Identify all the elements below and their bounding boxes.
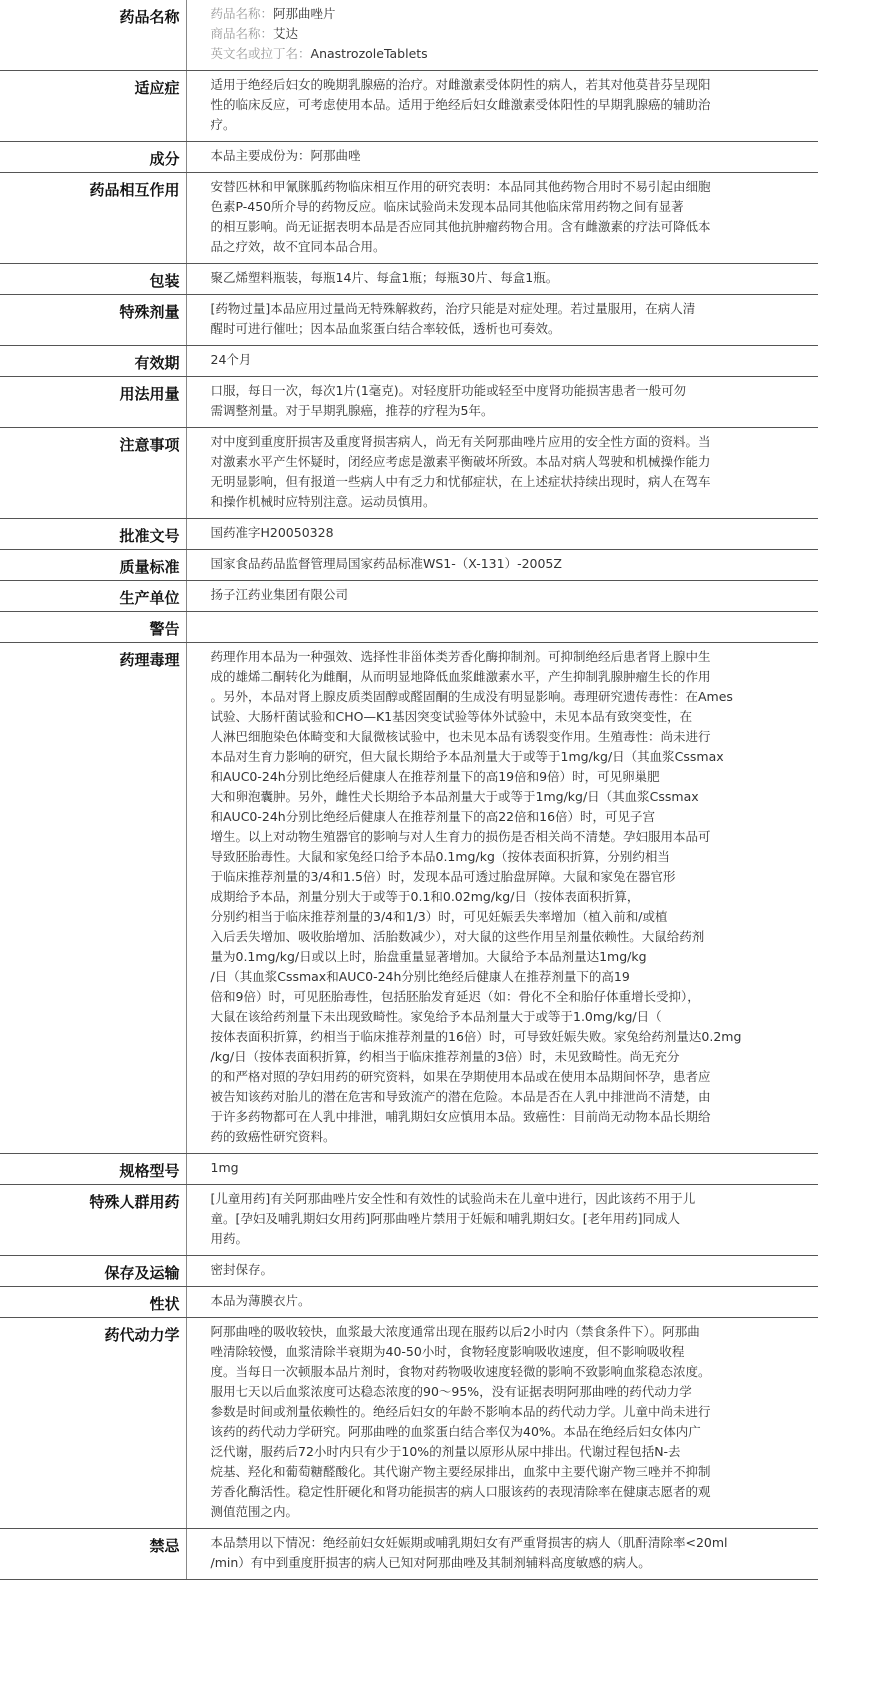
line-text: 倍和9倍）时，可见胚胎毒性，包括胚胎发育延迟（如：骨化不全和胎仔体重增长受抑）， bbox=[210, 989, 700, 1004]
line-text: 成的雄烯二酮转化为雌酮，从而明显地降低血浆雌激素水平，产生抑制乳腺肿瘤生长的作用 bbox=[210, 669, 711, 684]
row-label: 药品相互作用 bbox=[0, 173, 186, 264]
content-line bbox=[211, 827, 819, 847]
row-content bbox=[186, 581, 818, 612]
row-content bbox=[186, 264, 818, 295]
line-text: 疗。 bbox=[210, 117, 236, 132]
row-content bbox=[186, 1185, 818, 1256]
spec-row bbox=[0, 1287, 818, 1318]
row-label: 性状 bbox=[0, 1287, 186, 1318]
line-text: 于临床推荐剂量的3/4和1.5倍）时，发现本品可透过胎盘屏障。大鼠和家兔在器官形 bbox=[210, 869, 676, 884]
content-line bbox=[211, 4, 819, 24]
row-content bbox=[186, 173, 818, 264]
line-text: 大鼠在该给药剂量下未出现致畸性。家兔给予本品剂量大于或等于1.0mg/kg/日（ bbox=[210, 1009, 662, 1024]
line-text: 测值范围之内。 bbox=[210, 1504, 299, 1519]
row-content bbox=[186, 71, 818, 142]
line-text: 艾达 bbox=[273, 26, 299, 41]
content-line bbox=[211, 1362, 819, 1382]
content-line bbox=[211, 452, 819, 472]
spec-row bbox=[0, 581, 818, 612]
content-line bbox=[211, 967, 819, 987]
line-text: 24个月 bbox=[210, 352, 252, 367]
row-content bbox=[186, 550, 818, 581]
line-text: 本品为薄膜衣片。 bbox=[210, 1293, 311, 1308]
content-line bbox=[211, 1553, 819, 1573]
line-text: 无明显影响，但有报道一些病人中有乏力和忧郁症状，在上述症状持续出现时，病人在驾车 bbox=[210, 474, 711, 489]
row-label: 包装 bbox=[0, 264, 186, 295]
row-label: 用法用量 bbox=[0, 377, 186, 428]
line-text: 对激素水平产生怀疑时，闭经应考虑是激素平衡破坏所致。本品对病人驾驶和机械操作能力 bbox=[210, 454, 711, 469]
content-line bbox=[211, 1027, 819, 1047]
content-line bbox=[211, 472, 819, 492]
spec-row bbox=[0, 71, 818, 142]
content-line bbox=[211, 727, 819, 747]
content-line bbox=[211, 401, 819, 421]
line-text: 扬子江药业集团有限公司 bbox=[210, 587, 349, 602]
spec-row bbox=[0, 173, 818, 264]
content-line bbox=[211, 1209, 819, 1229]
content-line bbox=[211, 75, 819, 95]
line-text: 芳香化酶活性。稳定性肝硬化和肾功能损害的病人口服该药的表现清除率在健康志愿者的观 bbox=[210, 1484, 711, 1499]
row-label: 规格型号 bbox=[0, 1154, 186, 1185]
line-text: 品之疗效，故不宜同本品合用。 bbox=[210, 239, 386, 254]
content-line bbox=[211, 1007, 819, 1027]
row-label: 药代动力学 bbox=[0, 1318, 186, 1529]
row-label: 质量标准 bbox=[0, 550, 186, 581]
content-line bbox=[211, 907, 819, 927]
line-text: /kg/日（按体表面积折算，约相当于临床推荐剂量的3倍）时，未见致畸性。尚无充分 bbox=[210, 1049, 680, 1064]
spec-row bbox=[0, 295, 818, 346]
line-text: 被告知该药对胎儿的潜在危害和导致流产的潜在危险。本品是否在人乳中排泄尚不清楚，由 bbox=[210, 1089, 711, 1104]
line-text: 成期给予本品，剂量分别大于或等于0.1和0.02mg/kg/日（按体表面积折算， bbox=[210, 889, 640, 904]
line-text: 聚乙烯塑料瓶装，每瓶14片、每盒1瓶；每瓶30片、每盒1瓶。 bbox=[210, 270, 559, 285]
content-line bbox=[211, 767, 819, 787]
content-line bbox=[211, 947, 819, 967]
line-text: 童。[孕妇及哺乳期妇女用药]阿那曲唑片禁用于妊娠和哺乳期妇女。[老年用药]同成人 bbox=[210, 1211, 681, 1226]
content-line bbox=[211, 24, 819, 44]
line-text: 试验、大肠杆菌试验和CHO—K1基因突变试验等体外试验中，未见本品有致突变性，在 bbox=[210, 709, 693, 724]
content-line bbox=[211, 867, 819, 887]
row-content bbox=[186, 1529, 818, 1580]
row-label: 警告 bbox=[0, 612, 186, 643]
line-text: 本品主要成份为：阿那曲唑 bbox=[210, 148, 361, 163]
content-line bbox=[211, 847, 819, 867]
content-line bbox=[211, 707, 819, 727]
content-line bbox=[211, 268, 819, 288]
content-line bbox=[211, 1442, 819, 1462]
line-text: 阿那曲唑片 bbox=[273, 6, 336, 21]
line-text: 的相互影响。尚无证据表明本品是否应同其他抗肿瘤药物合用。含有雌激素的疗法可降低本 bbox=[210, 219, 711, 234]
content-line bbox=[211, 1067, 819, 1087]
line-text: /min）有中到重度肝损害的病人已知对阿那曲唑及其制剂辅料高度敏感的病人。 bbox=[210, 1555, 651, 1570]
line-text: 需调整剂量。对于早期乳腺癌，推荐的疗程为5年。 bbox=[210, 403, 494, 418]
content-line bbox=[211, 1402, 819, 1422]
line-text: 的和严格对照的孕妇用药的研究资料，如果在孕期使用本品或在使用本品期间怀孕，患者应 bbox=[210, 1069, 711, 1084]
content-line bbox=[211, 1422, 819, 1442]
line-text: 泛代谢，服药后72小时内只有少于10%的剂量以原形从尿中排出。代谢过程包括N-去 bbox=[210, 1444, 681, 1459]
row-content bbox=[186, 612, 818, 643]
content-line bbox=[211, 95, 819, 115]
content-line bbox=[211, 1189, 819, 1209]
row-label: 批准文号 bbox=[0, 519, 186, 550]
line-text: /日（其血浆Cssmax和AUC0-24h分别比绝经后健康人在推荐剂量下的高19 bbox=[210, 969, 630, 984]
content-line bbox=[211, 299, 819, 319]
line-text: 服用七天以后血浆浓度可达稳态浓度的90～95%，没有证据表明阿那曲唑的药代动力学 bbox=[210, 1384, 692, 1399]
row-label: 药品名称 bbox=[0, 0, 186, 71]
spec-row bbox=[0, 612, 818, 643]
row-content bbox=[186, 1256, 818, 1287]
content-line bbox=[211, 987, 819, 1007]
row-label: 成分 bbox=[0, 142, 186, 173]
content-line bbox=[211, 217, 819, 237]
row-content bbox=[186, 1318, 818, 1529]
line-text: 醒时可进行催吐；因本品血浆蛋白结合率较低，透析也可奏效。 bbox=[210, 321, 561, 336]
content-line bbox=[211, 237, 819, 257]
content-line bbox=[211, 807, 819, 827]
line-text: 药理作用本品为一种强效、选择性非甾体类芳香化酶抑制剂。可抑制绝经后患者肾上腺中生 bbox=[210, 649, 711, 664]
line-text: 适用于绝经后妇女的晚期乳腺癌的治疗。对雌激素受体阴性的病人，若其对他莫昔芬呈现阳 bbox=[210, 77, 711, 92]
content-line bbox=[211, 647, 819, 667]
content-line bbox=[211, 1158, 819, 1178]
line-text: 量为0.1mg/kg/日或以上时，胎盘重量显著增加。大鼠给予本品剂量达1mg/kg bbox=[210, 949, 647, 964]
line-text: 按体表面积折算，约相当于临床推荐剂量的16倍）时，可导致妊娠失败。家兔给药剂量达0.2mg bbox=[210, 1029, 742, 1044]
row-label: 保存及运输 bbox=[0, 1256, 186, 1287]
line-text: 对中度到重度肝损害及重度肾损害病人，尚无有关阿那曲唑片应用的安全性方面的资料。当 bbox=[210, 434, 711, 449]
field-prefix: 商品名称： bbox=[210, 26, 274, 41]
line-text: 于许多药物都可在人乳中排泄，哺乳期妇女应慎用本品。致癌性：目前尚无动物本品长期给 bbox=[210, 1109, 711, 1124]
line-text: 入后丢失增加、吸收胎增加、活胎数减少），对大鼠的这些作用呈剂量依赖性。大鼠给药剂 bbox=[210, 929, 705, 944]
spec-row bbox=[0, 0, 818, 71]
content-line bbox=[211, 747, 819, 767]
content-line bbox=[211, 1322, 819, 1342]
content-line bbox=[211, 319, 819, 339]
content-line bbox=[211, 432, 819, 452]
line-text: 该药的药代动力学研究。阿那曲唑的血浆蛋白结合率仅为40%。本品在绝经后妇女体内广 bbox=[210, 1424, 701, 1439]
line-text: 密封保存。 bbox=[210, 1262, 274, 1277]
spec-row bbox=[0, 1185, 818, 1256]
row-content bbox=[186, 519, 818, 550]
spec-row bbox=[0, 1154, 818, 1185]
line-text: 大和卵泡囊肿。另外，雌性犬长期给予本品剂量大于或等于1mg/kg/日（其血浆Cssmax bbox=[210, 789, 699, 804]
field-prefix: 药品名称： bbox=[210, 6, 274, 21]
row-label: 适应症 bbox=[0, 71, 186, 142]
row-label: 药理毒理 bbox=[0, 643, 186, 1154]
line-text: 安替匹林和甲氰脒胍药物临床相互作用的研究表明：本品同其他药物合用时不易引起由细胞 bbox=[210, 179, 711, 194]
content-line bbox=[211, 1127, 819, 1147]
row-content bbox=[186, 643, 818, 1154]
spec-row bbox=[0, 264, 818, 295]
row-label: 特殊人群用药 bbox=[0, 1185, 186, 1256]
line-text: 阿那曲唑的吸收较快，血浆最大浓度通常出现在服药以后2小时内（禁食条件下）。阿那曲 bbox=[210, 1324, 700, 1339]
row-label: 注意事项 bbox=[0, 428, 186, 519]
content-line bbox=[211, 1382, 819, 1402]
content-line bbox=[211, 667, 819, 687]
line-text: 本品禁用以下情况：绝经前妇女妊娠期或哺乳期妇女有严重肾损害的病人（肌酐清除率<20ml bbox=[210, 1535, 728, 1550]
content-line bbox=[211, 887, 819, 907]
line-text: 唑清除较慢，血浆清除半衰期为40-50小时，食物轻度影响吸收速度，但不影响吸收程 bbox=[210, 1344, 685, 1359]
spec-row bbox=[0, 1318, 818, 1529]
spec-row bbox=[0, 428, 818, 519]
line-text: AnastrozoleTablets bbox=[310, 46, 428, 61]
content-line bbox=[211, 197, 819, 217]
spec-row bbox=[0, 377, 818, 428]
line-text: 药的致癌性研究资料。 bbox=[210, 1129, 336, 1144]
line-text: 用药。 bbox=[210, 1231, 249, 1246]
row-content bbox=[186, 1154, 818, 1185]
row-content bbox=[186, 346, 818, 377]
row-content bbox=[186, 1287, 818, 1318]
line-text: 烷基、羟化和葡萄糖醛酸化。其代谢产物主要经尿排出，血浆中主要代谢产物三唑并不抑制 bbox=[210, 1464, 711, 1479]
spec-row bbox=[0, 1529, 818, 1580]
content-line bbox=[211, 44, 819, 64]
line-text: 1mg bbox=[210, 1160, 239, 1175]
line-text: 度。当每日一次顿服本品片剂时，食物对药物吸收速度轻微的影响不致影响血浆稳态浓度。 bbox=[210, 1364, 711, 1379]
row-content bbox=[186, 295, 818, 346]
row-label: 生产单位 bbox=[0, 581, 186, 612]
field-prefix: 英文名或拉丁名： bbox=[210, 46, 311, 61]
content-line bbox=[211, 523, 819, 543]
spec-row bbox=[0, 643, 818, 1154]
row-label: 特殊剂量 bbox=[0, 295, 186, 346]
line-text: [药物过量]本品应用过量尚无特殊解救药，治疗只能是对症处理。若过量服用，在病人清 bbox=[210, 301, 696, 316]
line-text: 和AUC0-24h分别比绝经后健康人在推荐剂量下的高22倍和16倍）时，可见子宫 bbox=[210, 809, 656, 824]
row-content bbox=[186, 377, 818, 428]
content-line bbox=[211, 115, 819, 135]
line-text: 。另外，本品对肾上腺皮质类固醇或醛固酮的生成没有明显影响。毒理研究遗传毒性：在Ames bbox=[210, 689, 733, 704]
spec-row bbox=[0, 142, 818, 173]
content-line bbox=[211, 1462, 819, 1482]
line-text: 人淋巴细胞染色体畸变和大鼠微核试验中，也未见本品有诱裂变作用。生殖毒性：尚未进行 bbox=[210, 729, 711, 744]
row-content bbox=[186, 142, 818, 173]
line-text: 分别约相当于临床推荐剂量的3/4和1/3）时，可见妊娠丢失率增加（植入前和/或植 bbox=[210, 909, 668, 924]
spec-row bbox=[0, 1256, 818, 1287]
line-text: 性的临床反应，可考虑使用本品。适用于绝经后妇女雌激素受体阳性的早期乳腺癌的辅助治 bbox=[210, 97, 711, 112]
line-text: 增生。以上对动物生殖器官的影响与对人生育力的损伤是否相关尚不清楚。孕妇服用本品可 bbox=[210, 829, 711, 844]
line-text: 色素P-450所介导的药物反应。临床试验尚未发现本品同其他临床常用药物之间有显著 bbox=[210, 199, 684, 214]
content-line bbox=[211, 350, 819, 370]
content-line bbox=[211, 1229, 819, 1249]
content-line bbox=[211, 1482, 819, 1502]
line-text: 本品对生育力影响的研究，但大鼠长期给予本品剂量大于或等于1mg/kg/日（其血浆Cssmax bbox=[210, 749, 724, 764]
content-line bbox=[211, 1107, 819, 1127]
content-line bbox=[211, 554, 819, 574]
line-text: 导致胚胎毒性。大鼠和家兔经口给予本品0.1mg/kg（按体表面积折算，分别约相当 bbox=[210, 849, 670, 864]
content-line bbox=[211, 687, 819, 707]
row-content bbox=[186, 0, 818, 71]
row-label: 禁忌 bbox=[0, 1529, 186, 1580]
line-text: [儿童用药]有关阿那曲唑片安全性和有效性的试验尚未在儿童中进行，因此该药不用于儿 bbox=[210, 1191, 696, 1206]
row-content bbox=[186, 428, 818, 519]
content-line bbox=[211, 1047, 819, 1067]
spec-row bbox=[0, 519, 818, 550]
content-line bbox=[211, 1087, 819, 1107]
line-text: 国家食品药品监督管理局国家药品标准WS1-（X-131）-2005Z bbox=[210, 556, 562, 571]
spec-row bbox=[0, 550, 818, 581]
content-line bbox=[211, 927, 819, 947]
content-line bbox=[211, 1502, 819, 1522]
line-text: 口服，每日一次，每次1片(1毫克)。对轻度肝功能或轻至中度肾功能损害患者一般可勿 bbox=[210, 383, 687, 398]
line-text: 和AUC0-24h分别比绝经后健康人在推荐剂量下的高19倍和9倍）时，可见卵巢肥 bbox=[210, 769, 660, 784]
spec-row bbox=[0, 346, 818, 377]
content-line bbox=[211, 1260, 819, 1280]
content-line bbox=[211, 492, 819, 512]
row-label: 有效期 bbox=[0, 346, 186, 377]
content-line bbox=[211, 787, 819, 807]
content-line bbox=[211, 1291, 819, 1311]
content-line bbox=[211, 146, 819, 166]
content-line bbox=[211, 585, 819, 605]
content-line bbox=[211, 1342, 819, 1362]
line-text: 国药准字H20050328 bbox=[210, 525, 334, 540]
content-line bbox=[211, 1533, 819, 1553]
line-text: 参数是时间或剂量依赖性的。绝经后妇女的年龄不影响本品的药代动力学。儿童中尚未进行 bbox=[210, 1404, 711, 1419]
line-text: 和操作机械时应特别注意。运动员慎用。 bbox=[210, 494, 436, 509]
content-line bbox=[211, 381, 819, 401]
content-line bbox=[211, 177, 819, 197]
